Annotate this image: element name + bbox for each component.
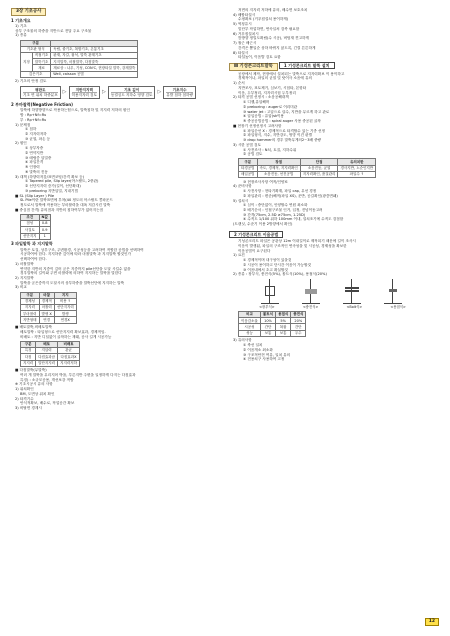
table-row	[239, 165, 376, 171]
friction-bearing-section	[11, 241, 221, 290]
table-header: 유의치한	[338, 159, 376, 165]
table-cell: 경사지반, 노순인지반	[338, 165, 376, 171]
table-cell: 다짐	[21, 354, 36, 360]
text-line: 2) 타격 공법 선정시 : 소음공해대책	[233, 95, 289, 100]
text-line: 말뚝을 굳은층까지 도달시켜 상부하중을 말뚝선단에 지지하는 말뚝	[20, 280, 125, 285]
text-line: ② 선단지지력 증가(길이, 선단확대)	[25, 184, 81, 189]
table-cell: 지압력	[36, 348, 58, 354]
table-cell: 지지력저하	[58, 360, 80, 366]
table-cell: 성능	[239, 330, 261, 336]
table-cell: 마찰력	[39, 305, 54, 311]
bolt-joint-figure	[343, 280, 361, 304]
text-line: ① 축선 일치	[243, 343, 263, 348]
text-line: ④ 수직도 1/100 위하 100mm 이내, 설치조기에 수직도 검점함	[243, 217, 344, 222]
text-line: (트랜싯, 수준기 이용 2방향에서 확인)	[233, 222, 293, 227]
table-cell: 소음진동, 균열	[300, 165, 338, 171]
text-line: 2) 종류 : 장부식, 충전식(5%), 볼트식(10%), 용접식(20%)	[233, 272, 327, 277]
text-line: ■ 다짐말뚝(무말뚝)	[15, 368, 47, 373]
table-cell: 소음진동, 선진공법	[257, 171, 300, 177]
text-line: 타설높이, 이음발 검토 요함	[238, 55, 281, 60]
table-header: 구분	[21, 341, 36, 347]
text-line: 말뚝은 토질, 상부구조, 주변환경, 시공성등을 고려하여 적합한 공법을 선택하여	[20, 247, 144, 252]
text-line: 밑단부 작업하면, 연속일처 검측 필요함	[238, 26, 300, 31]
construction-notes-section	[229, 8, 441, 60]
text-line: ※ 기초시공시 유의 사항	[15, 382, 53, 387]
mortise-joint-figure	[261, 280, 279, 304]
table-cell: 깊은기초	[21, 71, 51, 77]
table-cell: 말단지지력	[36, 360, 58, 366]
pile-factor-table	[20, 214, 51, 240]
text-line: ① 상부자중	[25, 146, 44, 151]
section-heading-precast-pile: Ⅲ 기성콘크리트말뚝	[229, 63, 278, 71]
table-cell: 다짐효과큼	[36, 354, 58, 360]
text-line: 2 부마찰력(Negative Friction)	[11, 102, 73, 108]
text-line: 기성콘크리트 파일은 공관상 12m 이내길이로 제작되기 때문에 길이 조사시	[238, 239, 356, 244]
text-line: 안식적확보, 배수로, 작업공간 확보	[20, 401, 75, 406]
chapter-heading: 3장 기초공사	[11, 8, 46, 16]
table-header: N값	[39, 214, 50, 220]
figure-caption: <용접식>	[390, 305, 406, 310]
text-line: 4) 준비사항	[233, 184, 252, 189]
text-line: 7) 철근 배근시	[233, 41, 257, 46]
text-line: ■ SL (Slip Layer ) Pile	[15, 193, 55, 198]
table-header: 구분	[239, 159, 258, 165]
text-line: 이음공법이 요구된다	[238, 248, 271, 253]
table-row	[21, 305, 77, 311]
text-line: ④ 전용치구 사용하여 고정	[243, 357, 285, 362]
table-cell: 경제적	[39, 298, 54, 304]
text-line: ③ 매립층 압밀중	[25, 155, 52, 160]
method-comparison-table	[238, 158, 376, 178]
text-line: SL Pile이란 말뚝표면에 부착(40 정도의 아스팔트 콤파운드	[20, 198, 113, 203]
text-line: ■ 배토말뚝,비배토말뚝	[15, 325, 52, 330]
table-cell: 타경공법	[239, 165, 258, 171]
table-header: 충전식	[291, 312, 306, 318]
text-line: 상부 구조물의 하중을 지반으로 전달 주요 구조물	[15, 28, 92, 33]
table-cell: 비용 ↑	[54, 298, 76, 304]
text-line: ① Tapered pile, Slip layer(아스팔트, 2중관)	[25, 179, 99, 184]
table-header: 장점	[257, 159, 300, 165]
stability-flow-diagram	[20, 86, 221, 99]
table-row	[21, 354, 80, 360]
table-cell: 연경	[39, 317, 54, 323]
text-line: 시공하여야 한다. 지지하중 깊이에 따라 마찰말뚝 과 지지말뚝 할것인가	[20, 252, 131, 257]
table-cell: 특징	[21, 348, 36, 354]
text-line: 3) 유의사항	[233, 338, 252, 343]
text-line: 합 : Rp+Nf=Ru	[20, 113, 47, 118]
text-line: 1) 마찰말뚝	[15, 261, 34, 266]
table-cell: 말뚝기초	[32, 59, 51, 65]
table-cell: 20%	[291, 318, 306, 324]
text-line: ⑥ 말뚝의 진동	[25, 169, 48, 174]
table-cell: 발생	[54, 311, 76, 317]
table-header: 단점	[300, 159, 338, 165]
joint-comparison-table	[238, 311, 306, 337]
text-line: 2) 타격기수	[15, 396, 34, 401]
table-cell: 0.8	[39, 221, 50, 227]
subsection-heading-pile-joint: 2 기성콘크리트 이음공법	[229, 231, 283, 238]
table-cell: 지지력	[21, 305, 40, 311]
joint-cautions-section	[229, 338, 441, 362]
table-row	[239, 330, 306, 336]
text-line: ① 사전조사 : N치, 토질, 지하수위	[243, 147, 297, 152]
text-line: 4) 배합타설시	[233, 12, 256, 17]
text-line: ③ 균열, 파손 등	[25, 136, 51, 141]
flow-step: 기초지수 유발 침하 침하량	[163, 86, 196, 99]
text-line: 1) 종류	[15, 33, 27, 38]
table-row	[21, 317, 77, 323]
table-cell: 파일수 ↑	[338, 171, 376, 177]
text-line: 저면의 지지력 저하에 유의, 배수면 보호조치	[238, 8, 308, 12]
text-line: 공장에서 제작, 현장에서 설치되는 말뚝으로 지지력확보 이 용이하고	[238, 71, 345, 76]
table-cell: 경제성	[21, 298, 40, 304]
flow-step: 평판도 기초 면 위치 하중분포	[20, 86, 61, 99]
text-line: BM, 도면상 위치 확인	[20, 391, 55, 396]
text-line: 여러 개 말뚝을 무리지어 박을, 투른지반 주변을 일정하게 다지는 다짐효과	[20, 372, 136, 377]
flow-step: 기초 깊이 동결심도 지하수 영향 검토	[108, 86, 156, 99]
table-cell: 지지력확인, 품질관리	[300, 171, 338, 177]
table-row	[239, 171, 376, 177]
text-line: 지반조사, 표토제거, 심보기, 시험타, 본항타	[238, 85, 307, 90]
text-line: ④ 파일간격	[25, 160, 44, 165]
figure-caption: <충전식>	[302, 305, 319, 310]
text-line: 이음이 발생됨, 파일의 구조적인 연속성을 및 시공성, 경제성을 확보한	[238, 243, 347, 248]
text-line: 간격은 뽑일순 상하 바뀌지 않도록, 긴결 튼튼하게	[238, 45, 316, 50]
table-row	[21, 360, 80, 366]
negative-friction-section	[11, 102, 221, 212]
text-line: 3) 시한 공법 검토	[233, 142, 261, 147]
table-cell: 매입공법	[239, 171, 258, 177]
table-row	[21, 348, 80, 354]
table-cell: 간단	[260, 324, 275, 330]
table-cell: 보통	[276, 330, 291, 336]
text-line: 3) 비탈면 경계시	[15, 406, 42, 411]
table-cell: 0.9	[39, 227, 50, 233]
text-line: 3 파일말뚝 과 지지말뚝	[11, 241, 53, 247]
table-header: 구분	[21, 40, 51, 46]
joint-figures	[249, 280, 414, 304]
table-cell: 다짐효과X	[58, 354, 80, 360]
text-line: ① 사전사항 : 현타기확계, 파일 cap, 무선 경정	[243, 189, 317, 194]
text-line: 3) 비교	[15, 285, 27, 290]
text-line: ③ preboring 지반압밀, 지내기법	[25, 188, 78, 193]
displacement-pile-table	[20, 341, 80, 367]
figure-captions	[245, 305, 420, 309]
text-line: ② 공법 검토	[243, 152, 263, 157]
table-cell: 간단	[291, 324, 306, 330]
figure-caption: <장부식>	[259, 305, 275, 310]
text-line: ④ 압입공법 : 유압(sk이용	[243, 114, 284, 119]
text-line: ② preboring : auger로 이리미관	[243, 104, 298, 109]
text-line: ■ 현장기 선정선정시 고려사항	[233, 123, 282, 128]
text-line: 이음, 두부정리, 지지력시험 두부정리	[238, 90, 296, 95]
table-row	[21, 298, 77, 304]
text-line: 1) 순서	[233, 81, 245, 86]
text-line: ③ 현장조사사항 여적/인양료	[243, 179, 288, 184]
table-cell: 재료	[32, 65, 51, 71]
table-cell: 부마찰력	[21, 311, 40, 317]
table-cell: 기초판 형식	[21, 46, 51, 52]
text-line: 6) 거푸집설치시	[233, 31, 259, 36]
text-line: 1) 요건	[233, 253, 245, 258]
displacement-pile-section	[11, 325, 221, 339]
table-cell: 지반형태	[21, 317, 40, 323]
table-header: 비교	[239, 312, 261, 318]
text-line: 3) 대책 (하향력저감/표면코팅/간격 확보 등)	[15, 174, 85, 179]
text-line: 5) 역청유시	[233, 22, 252, 27]
preparation-section	[229, 180, 441, 227]
pile-install-section	[229, 72, 441, 157]
table-cell: 우수	[291, 330, 306, 336]
table-cell: 지지력	[21, 360, 36, 366]
table-cell: 선단지지력	[54, 305, 76, 311]
text-line: ■ 중심점 간격) 유의점과 지반의 침하여부가 없어지는점	[15, 207, 104, 212]
table-cell: 독립, 줄기초, 복합기초, 온통기초	[51, 46, 138, 52]
table-cell: 1	[39, 233, 50, 239]
text-line: 1) 기초	[15, 23, 27, 28]
text-line: ① 파일순선 X : 경제적으로 타격할수 있는 기종 선정	[243, 128, 325, 133]
text-line: 말뚝에 하향방향으로 작용하는힘으로, 말뚝침하 및 지지력 저하의 원인	[20, 108, 130, 113]
text-line: ③ 간격(75cm, 2.5D ≥75cm, 1.25D)	[243, 212, 306, 217]
table-cell: Well, caisson 공법	[51, 71, 138, 77]
table-cell: 발생 X	[39, 311, 54, 317]
friction-vs-bearing-table	[20, 292, 77, 324]
table-cell: 보통	[260, 330, 275, 336]
text-line: ② 이음개소 최소화	[243, 347, 273, 352]
page-number: 12	[425, 618, 439, 626]
table-header: 비배토	[58, 341, 80, 347]
text-line: 8) 타설시	[233, 50, 249, 55]
text-line: ③ water jet : 고압으로 살수, 지반을 무르게 하고 관로	[243, 109, 330, 114]
text-line: ① 경제적이며 내구성이 있을것	[243, 258, 292, 263]
table-cell: 재료상 : 나무, 기성, CON'C, 현장타설 말뚝, 강재말뚝	[51, 65, 138, 71]
table-cell: 사질토	[21, 227, 40, 233]
text-line: 1) 위치확인	[15, 387, 34, 392]
table-cell: 지정	[21, 53, 33, 72]
table-header: 조건	[21, 214, 40, 220]
table-row	[21, 311, 77, 317]
text-line: ⑤ 중공공법공법 : spiral auger 사용 중공된 굴착	[243, 119, 321, 124]
table-cell: 5%	[276, 318, 291, 324]
text-line: 선택하여야 한다.	[20, 257, 47, 262]
table-cell: 직접기초	[32, 53, 51, 59]
text-line: ③ 구조적안전 여유, 일치 유의	[243, 352, 291, 357]
table-header: 지지	[54, 292, 76, 298]
foundation-types-table	[20, 40, 138, 78]
compaction-pile-section	[11, 368, 221, 411]
filled-joint-figure	[302, 280, 320, 304]
text-line: 2) 원인	[15, 141, 27, 146]
table-cell: 판재, 자갈, 잡석, 말뚝 관계기초	[51, 53, 138, 59]
section-heading-foundation-overview: 1 기초개요	[11, 17, 31, 23]
text-line: ② 시공이 용이하고 단시간 이음이 가능할것	[243, 262, 311, 267]
text-line: ③ drop hammer의 경우 말뚝무게의2~3배 중량	[243, 138, 322, 143]
text-line: ① 심이 : 중단없이, 인양할수 연원 최소화	[243, 203, 308, 208]
welded-joint-figure	[384, 280, 402, 304]
figure-caption: <Bolt식>	[346, 305, 363, 310]
table-cell: 지지말뚝, 마찰말뚝, 다짐말뚝	[51, 59, 138, 65]
table-cell: 관균	[58, 348, 80, 354]
table-cell: 이음감소율	[239, 318, 261, 324]
text-line: 2) 기초의 안정 검토	[15, 79, 47, 84]
text-line: ② 배기순서 : 인접구조물 인거, 입정, 진넘이동고려	[243, 207, 323, 212]
text-line: 2) 지지말뚝	[15, 275, 34, 280]
text-line: 5) 설치시	[233, 198, 249, 203]
pile-joint-section	[229, 239, 441, 277]
text-line: 연약한 지반의 지층이 깊어 굳은 지층까지 pile선단을 도달 시킬수 없을	[20, 266, 131, 271]
table-header: 배토	[36, 341, 58, 347]
table-cell: 선단지지	[21, 233, 40, 239]
table-cell: 10%	[260, 318, 275, 324]
text-line: ② 파일관리 : 변준(해적(파일 XS), 운반, 공갈확인(광층면패)	[243, 193, 338, 198]
arrow-right-icon: ▷	[101, 89, 106, 96]
text-line: ① 디젤,유압해머	[243, 100, 270, 105]
arrow-right-icon: ▷	[62, 89, 67, 96]
table-cell: 시공성	[239, 324, 261, 330]
text-line: ① 침하	[25, 127, 37, 132]
subsection-heading-pile-install: 1 기성콘크리트 말뚝 설치	[279, 62, 335, 69]
text-line: 1) 문제점	[15, 122, 31, 127]
text-line: ② 연약지반	[25, 150, 44, 155]
text-line: ② 파일형식, 지수, 지반강도, 멍망 이건 판별	[243, 133, 313, 138]
arrow-right-icon: ▷	[157, 89, 162, 96]
table-header: 구분	[21, 292, 40, 298]
text-line: 특징) : 소규모공용, 개선보강 적합	[20, 377, 74, 382]
table-cell: 점성	[21, 221, 40, 227]
text-line: 부 : Rp+Nf=Ru	[20, 117, 47, 122]
flow-step: 지반지지력 허용지지력 검토	[69, 86, 100, 99]
right-column	[229, 8, 441, 362]
text-line: ⑤ 인장력	[25, 165, 40, 170]
table-cell: 복잡	[276, 324, 291, 330]
text-line: 틈방향 정밀도확립(수 시공), 버팀재 견고하게	[238, 36, 310, 41]
text-line: 경제적이나, 파일의 균열 및 탓이사 소음에 유의	[238, 76, 312, 81]
text-line: 경우말뚝의 길이와 주면 마찰력에 의하여 지지하는 말뚝을 말한다	[20, 271, 122, 276]
table-header: 마찰	[39, 292, 54, 298]
table-header: 용접식	[276, 312, 291, 318]
text-line: 배토말뚝 : 타입형으로 선단지지력 확보효과, 경제적임.	[20, 329, 106, 334]
table-cell: 속도, 경제적, 지지력확인	[257, 165, 300, 171]
text-line: 정도로서 말뚝에 작용하는 부마찰력을 대폭 저감시킨 말뚝	[20, 203, 111, 208]
text-line: ③ 이음내에서 초고 확실할것	[243, 267, 288, 272]
text-line: ② 지지력저하	[25, 132, 47, 136]
table-cell: 연경X	[54, 317, 76, 323]
table-header: 볼트식	[260, 312, 275, 318]
text-line: 비배토 : 지반 디딜없이 굴착하는 재래, 공사 길게 시공가능	[20, 334, 112, 339]
text-line: 수평확보 (거푸집설치 용이하게)	[238, 17, 289, 22]
left-column	[11, 8, 221, 411]
